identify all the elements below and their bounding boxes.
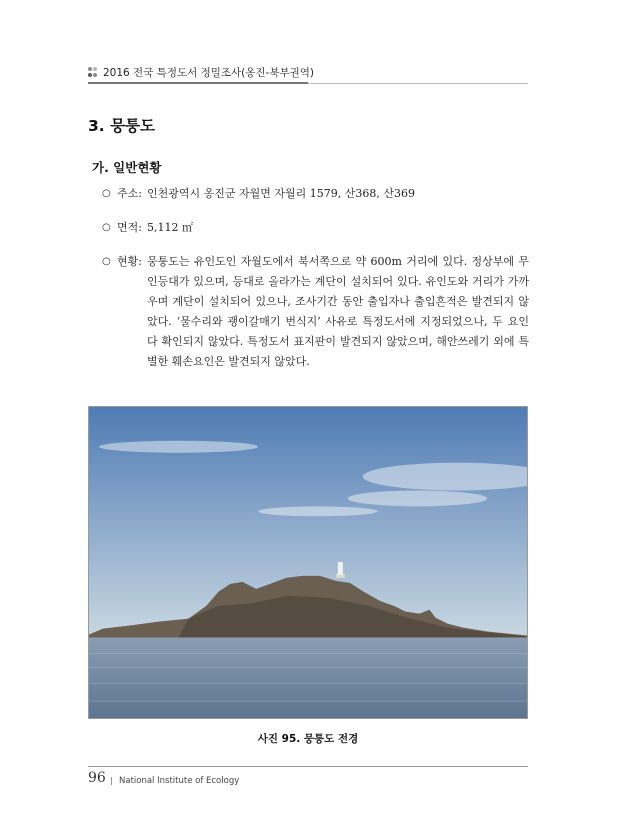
lighthouse-icon <box>338 562 343 575</box>
footer-rule <box>88 766 528 767</box>
bullet-icon: ○ <box>102 256 111 267</box>
header-dots-icon <box>88 67 98 77</box>
sea <box>89 638 527 718</box>
area-label: 면적: <box>117 221 142 234</box>
section-title: 3. 뭉퉁도 <box>88 117 155 135</box>
running-header <box>88 62 528 82</box>
subsection-title: 가. 일반현황 <box>92 160 162 175</box>
header-title: 2016 전국 특정도서 정밀조사(옹진-북부권역) <box>103 66 315 79</box>
footer-separator: | <box>110 776 113 785</box>
island-photo <box>88 406 528 719</box>
header-rule <box>88 82 528 84</box>
photo-caption: 사진 95. 뭉퉁도 전경 <box>257 733 359 745</box>
status-label: 현황: <box>117 255 142 268</box>
address-label: 주소: <box>117 187 142 200</box>
bullet-icon: ○ <box>102 222 111 233</box>
address-value: 인천광역시 옹진군 자월면 자월리 1579, 산368, 산369 <box>147 187 415 200</box>
area-value: 5,112 ㎡ <box>147 221 193 234</box>
status-description: 뭉퉁도는 유인도인 자월도에서 북서쪽으로 약 600m 거리에 있다. 정상부에 무인등대가 있으며, 등대로 올라가는 계단이 설치되어 있다. 유인도와 거리가 가까우며 계단이 설치되어 있으나, 조사기간 동안 출입자나 출입흔적은 발견되지 않았다. ‘물수리와 괭이갈매기 번식지’ 사유로 특정도서에 지정되었으나, 두 요인 다 확인되지 않았다. 특정도서 표지판이 발견되지 않았으며, 해안쓰레기 외에 특별한 훼손요인은 발견되지 않았다. <box>147 255 529 368</box>
page-number: 96 <box>88 770 106 786</box>
footer-publisher: National Institute of Ecology <box>119 776 240 786</box>
bullet-icon: ○ <box>102 188 111 199</box>
